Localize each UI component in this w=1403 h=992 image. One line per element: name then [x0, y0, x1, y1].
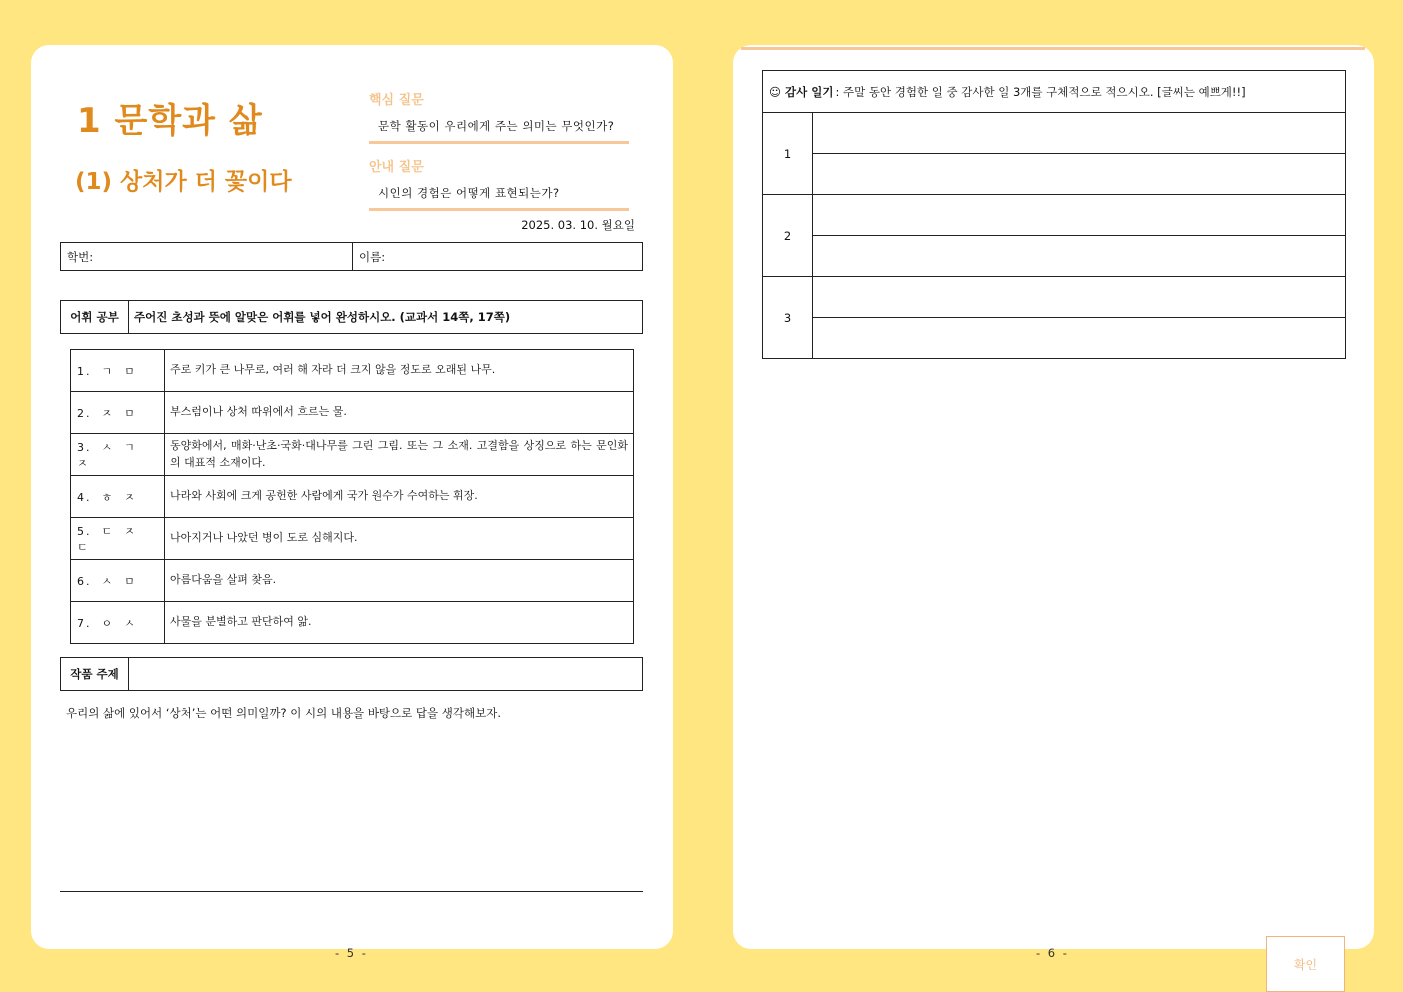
vocab-initial-consonant: ㅈ: [77, 456, 90, 470]
diary-writing-line[interactable]: [813, 318, 1346, 359]
vocab-number-cell[interactable]: [71, 518, 165, 560]
diary-writing-line[interactable]: [813, 195, 1346, 236]
diary-instruction: : 주말 동안 경험한 일 중 감사한 일 3개를 구체적으로 적으시오. [글씨는 예쁘게!!]: [835, 84, 1246, 99]
diary-row: [763, 277, 1346, 318]
vocab-row: [71, 602, 634, 644]
vocab-number: 7.: [77, 616, 92, 630]
vocab-number: 2.: [77, 406, 92, 420]
student-id-field[interactable]: 학번:: [61, 243, 353, 270]
vocab-initial-consonant: ㅅ: [124, 616, 137, 630]
vocab-initial-consonant: ㄱ: [124, 440, 137, 454]
vocab-definition: 나아지거나 나았던 병이 도로 심해지다.: [165, 518, 634, 560]
vocab-definition: 주로 키가 큰 나무로, 여러 해 자라 더 크지 않을 정도로 오래된 나무.: [165, 350, 634, 392]
vocab-definition: 나라와 사회에 크게 공헌한 사람에게 국가 원수가 수여하는 휘장.: [165, 476, 634, 518]
vocab-initial-consonant: ㅅ: [101, 440, 115, 454]
vocab-row: [71, 350, 634, 392]
vocab-initial-consonant: ㅅ: [101, 574, 115, 588]
date: 2025. 03. 10. 월요일: [521, 218, 635, 232]
guide-question-text: 시인의 경험은 어떻게 표현되는가?: [369, 185, 629, 211]
vocab-initial-consonant: ㅎ: [101, 490, 115, 504]
vocab-row: [71, 392, 634, 434]
vocab-number-cell[interactable]: [71, 350, 165, 392]
diary-label: 감사 일기: [785, 84, 834, 99]
diary-row: [763, 113, 1346, 154]
vocab-header: [60, 300, 643, 334]
vocab-number-cell[interactable]: [71, 434, 165, 476]
student-info-row: [60, 242, 643, 271]
core-question-label: 핵심 질문: [369, 93, 424, 108]
diary-index: 1: [763, 113, 813, 195]
vocab-row: [71, 518, 634, 560]
vocab-initial-consonant: ㅁ: [124, 574, 137, 588]
core-question-box: [369, 89, 629, 144]
name-field[interactable]: 이름:: [359, 250, 386, 264]
vocab-row: [71, 476, 634, 518]
diary-row: [763, 154, 1346, 195]
diary-header: [762, 70, 1346, 113]
vocab-number-cell[interactable]: [71, 392, 165, 434]
vocab-number-cell[interactable]: [71, 476, 165, 518]
guide-question-box: [369, 156, 629, 211]
vocab-definition: 동양화에서, 매화·난초·국화·대나무를 그린 그림. 또는 그 소재. 고결함을 상징으로 하는 문인화의 대표적 소재이다.: [165, 434, 634, 476]
page-right: [733, 45, 1374, 949]
smile-icon: ☺: [769, 84, 781, 99]
core-question-text: 문학 활동이 우리에게 주는 의미는 무엇인가?: [369, 118, 629, 144]
vocab-initial-consonant: ㄷ: [101, 524, 115, 538]
top-accent-bar: [741, 47, 1365, 50]
vocab-initial-consonant: ㄷ: [77, 540, 90, 554]
diary-table: [762, 112, 1346, 359]
vocab-number: 1.: [77, 364, 92, 378]
reflection-prompt: 우리의 삶에 있어서 ‘상처’는 어떤 의미일까? 이 시의 내용을 바탕으로 답을 생각해보자.: [66, 706, 501, 720]
vocab-initial-consonant: ㅁ: [124, 364, 137, 378]
vocab-initial-consonant: ㅁ: [124, 406, 137, 420]
diary-writing-line[interactable]: [813, 236, 1346, 277]
vocab-row: [71, 560, 634, 602]
diary-writing-line[interactable]: [813, 113, 1346, 154]
vocab-table: [70, 349, 634, 644]
vocab-initial-consonant: ㅈ: [101, 406, 115, 420]
diary-writing-line[interactable]: [813, 154, 1346, 195]
answer-line: [60, 891, 643, 892]
vocab-initial-consonant: ㄱ: [101, 364, 115, 378]
page-number-right: - 6 -: [1036, 946, 1069, 960]
diary-row: [763, 236, 1346, 277]
vocab-number-cell[interactable]: [71, 560, 165, 602]
diary-index: 2: [763, 195, 813, 277]
vocab-instruction: 주어진 초성과 뜻에 알맞은 어휘를 넣어 완성하시오. (교과서 14쪽, 17쪽): [134, 310, 511, 324]
guide-question-label: 안내 질문: [369, 160, 424, 175]
diary-row: [763, 195, 1346, 236]
theme-row: [60, 657, 643, 691]
vocab-number: 5.: [77, 524, 92, 538]
page-left: [31, 45, 673, 949]
vocab-label: 어휘 공부: [61, 301, 129, 333]
theme-answer-field[interactable]: [129, 658, 134, 690]
vocab-row: [71, 434, 634, 476]
diary-row: [763, 318, 1346, 359]
lesson-subtitle: (1) 상처가 더 꽃이다: [75, 169, 292, 195]
lesson-title: 1 문학과 삶: [77, 101, 263, 141]
vocab-number: 4.: [77, 490, 92, 504]
vocab-number: 6.: [77, 574, 92, 588]
vocab-initial-consonant: ㅈ: [124, 490, 137, 504]
confirm-button[interactable]: 확인: [1266, 936, 1345, 992]
vocab-initial-consonant: ㅇ: [101, 616, 115, 630]
theme-label: 작품 주제: [61, 658, 129, 690]
diary-index: 3: [763, 277, 813, 359]
vocab-initial-consonant: ㅈ: [124, 524, 137, 538]
page-number-left: - 5 -: [335, 946, 368, 960]
vocab-definition: 사물을 분별하고 판단하여 앎.: [165, 602, 634, 644]
vocab-number: 3.: [77, 440, 92, 454]
diary-writing-line[interactable]: [813, 277, 1346, 318]
vocab-definition: 아름다움을 살펴 찾음.: [165, 560, 634, 602]
vocab-definition: 부스럼이나 상처 따위에서 흐르는 물.: [165, 392, 634, 434]
vocab-number-cell[interactable]: [71, 602, 165, 644]
